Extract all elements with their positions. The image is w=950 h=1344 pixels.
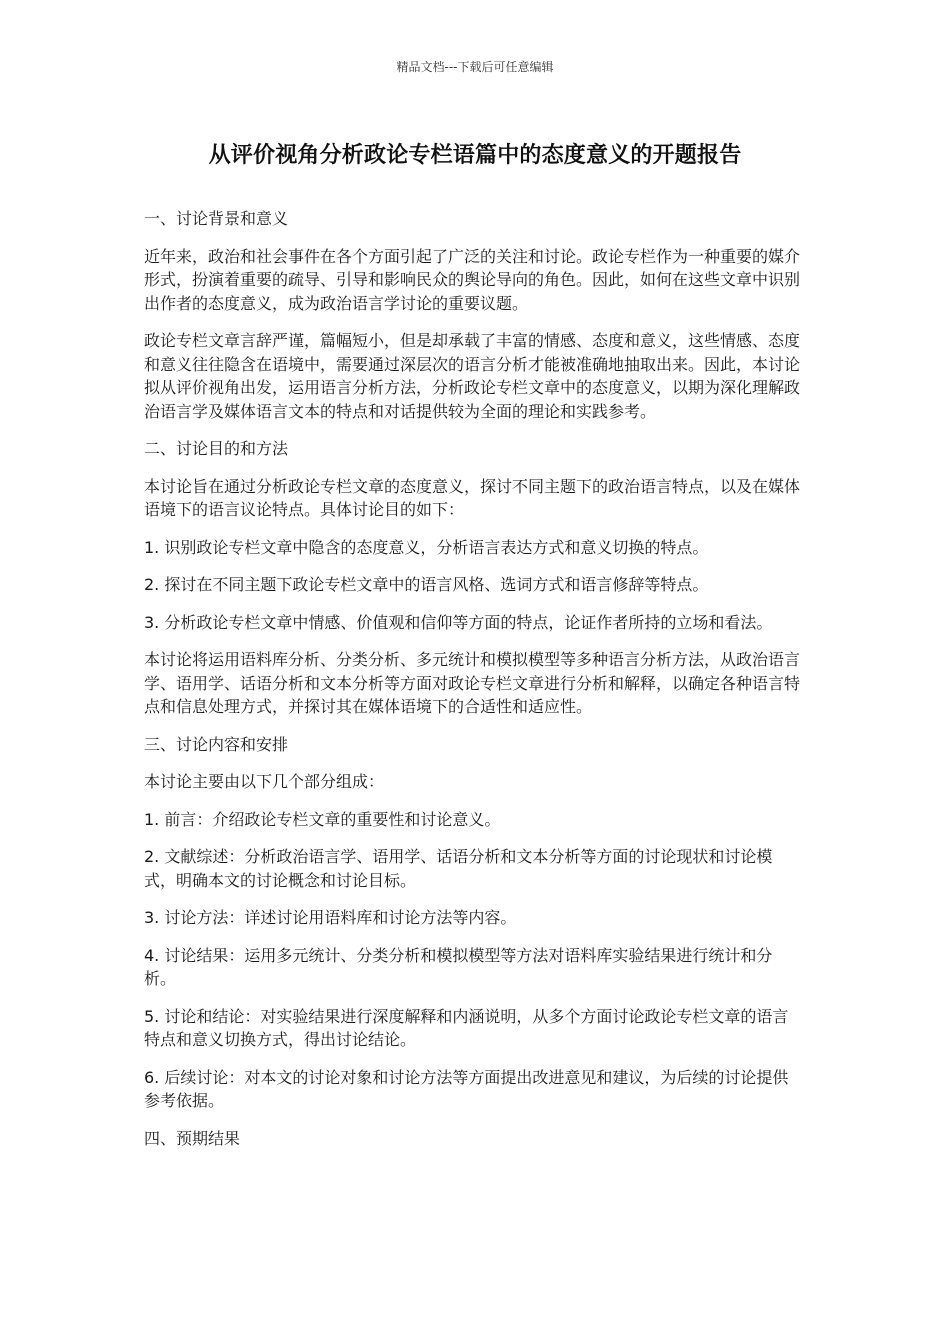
list-item: 1. 前言：介绍政论专栏文章的重要性和讨论意义。 bbox=[144, 809, 501, 829]
paragraph: 近年来，政治和社会事件在各个方面引起了广泛的关注和讨论。政论专栏作为一种重要的媒介形式，扮演着重要的疏导、引导和影响民众的舆论导向的角色。因此，如何在这些文章中识别出作者的态度意义，成为政治语言学讨论的重要议题。 bbox=[144, 246, 801, 313]
list-item: 5. 讨论和结论：对实验结果进行深度解释和内涵说明，从多个方面讨论政论专栏文章的语言特点和意义切换方式，得出讨论结论。 bbox=[144, 1006, 789, 1049]
list-item: 3. 讨论方法：详述讨论用语料库和讨论方法等内容。 bbox=[144, 908, 517, 927]
section-heading: 一、讨论背景和意义 bbox=[144, 209, 289, 228]
section-heading: 四、预期结果 bbox=[144, 1128, 241, 1148]
section-heading: 三、讨论内容和安排 bbox=[144, 734, 289, 754]
list-item: 3. 分析政论专栏文章中情感、价值观和信仰等方面的特点，论证作者所持的立场和看法。 bbox=[144, 612, 773, 632]
list-item: 2. 文献综述：分析政治语言学、语用学、话语分析和文本分析等方面的讨论现状和讨论模式，明确本文的讨论概念和讨论目标。 bbox=[144, 847, 773, 890]
document-body bbox=[144, 207, 804, 1164]
document-title: 从评价视角分析政论专栏语篇中的态度意义的开题报告 bbox=[208, 143, 742, 168]
list-item: 6. 后续讨论：对本文的讨论对象和讨论方法等方面提出改进意见和建议，为后续的讨论提供参考依据。 bbox=[144, 1067, 789, 1110]
paragraph: 本讨论主要由以下几个部分组成： bbox=[144, 772, 385, 791]
section-heading: 二、讨论目的和方法 bbox=[144, 439, 289, 458]
paragraph: 本讨论旨在通过分析政论专栏文章的态度意义，探讨不同主题下的政治语言特点，以及在媒体语境下的语言议论特点。具体讨论目的如下： bbox=[144, 476, 801, 519]
page-header: 精品文档---下载后可任意编辑 bbox=[396, 60, 554, 74]
paragraph: 政论专栏文章言辞严谨，篇幅短小，但是却承载了丰富的情感、态度和意义，这些情感、态度和意义往往隐含在语境中，需要通过深层次的语言分析才能被准确地抽取出来。因此，本讨论拟从评价视角出发，运用语言分析方法，分析政论专栏文章中的态度意义，以期为深化理解政治语言学及媒体语言文本的特点和对话提供较为全面的理论和实践参考。 bbox=[144, 331, 801, 421]
paragraph: 本讨论将运用语料库分析、分类分析、多元统计和模拟模型等多种语言分析方法，从政治语言学、语用学、话语分析和文本分析等方面对政论专栏文章进行分析和解释，以确定各种语言特点和信息处理方式，并探讨其在媒体语境下的合适性和适应性。 bbox=[144, 650, 801, 716]
list-item: 4. 讨论结果：运用多元统计、分类分析和模拟模型等方法对语料库实验结果进行统计和分析。 bbox=[144, 945, 773, 988]
list-item: 2. 探讨在不同主题下政论专栏文章中的语言风格、选词方式和语言修辞等特点。 bbox=[144, 575, 709, 594]
list-item: 1. 识别政论专栏文章中隐含的态度意义，分析语言表达方式和意义切换的特点。 bbox=[144, 537, 709, 557]
